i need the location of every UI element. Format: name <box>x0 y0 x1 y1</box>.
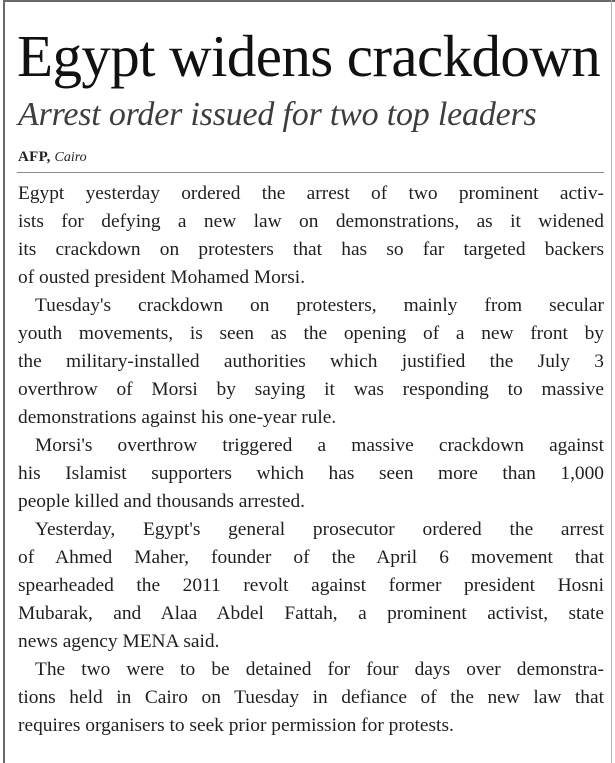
text-line: Tuesday's crackdown on protesters, mainly from secular <box>35 295 604 316</box>
paragraph <box>18 432 604 516</box>
paragraph <box>18 516 604 656</box>
text-line: youth movements, is seen as the opening of a new front by <box>18 323 604 344</box>
paragraph <box>18 180 604 292</box>
clipping-right-border <box>611 0 612 763</box>
text-line: spearheaded the 2011 revolt against former president Hosni <box>18 575 604 596</box>
text-line: The two were to be detained for four days over demonstra- <box>35 659 604 680</box>
text-line: overthrow of Morsi by saying it was responding to massive <box>18 379 604 400</box>
text-line: of ousted president Mohamed Morsi. <box>18 267 306 288</box>
text-line: of Ahmed Maher, founder of the April 6 movement that <box>18 547 604 568</box>
article-body <box>18 180 604 740</box>
clipping-left-border <box>3 0 5 763</box>
clipping-top-border <box>3 0 615 2</box>
text-line: ists for defying a new law on demonstrations, as it widened <box>18 211 604 232</box>
subheadline: Arrest order issued for two top leaders <box>18 96 537 133</box>
headline: Egypt widens crackdown <box>17 23 601 89</box>
text-line: Yesterday, Egypt's general prosecutor ordered the arrest <box>35 519 604 540</box>
text-line: the military-installed authorities which justified the July 3 <box>18 351 604 372</box>
text-line: people killed and thousands arrested. <box>18 491 306 512</box>
text-line: Egypt yesterday ordered the arrest of two prominent activ- <box>18 183 604 204</box>
text-line: Morsi's overthrow triggered a massive crackdown against <box>35 435 604 456</box>
text-line: Mubarak, and Alaa Abdel Fattah, a prominent activist, state <box>18 603 604 624</box>
text-line: its crackdown on protesters that has so far targeted backers <box>18 239 604 260</box>
text-line: demonstrations against his one-year rule. <box>18 407 337 428</box>
byline <box>18 147 87 168</box>
text-line: requires organisers to seek prior permission for protests. <box>18 715 454 736</box>
text-line: tions held in Cairo on Tuesday in defiance of the new law that <box>18 687 604 708</box>
byline-agency: AFP, <box>18 149 51 165</box>
paragraph <box>18 292 604 432</box>
byline-place: Cairo <box>54 150 87 165</box>
paragraph <box>18 656 604 740</box>
text-line: his Islamist supporters which has seen more than 1,000 <box>18 463 604 484</box>
byline-divider <box>17 172 604 173</box>
text-line: news agency MENA said. <box>18 631 220 652</box>
